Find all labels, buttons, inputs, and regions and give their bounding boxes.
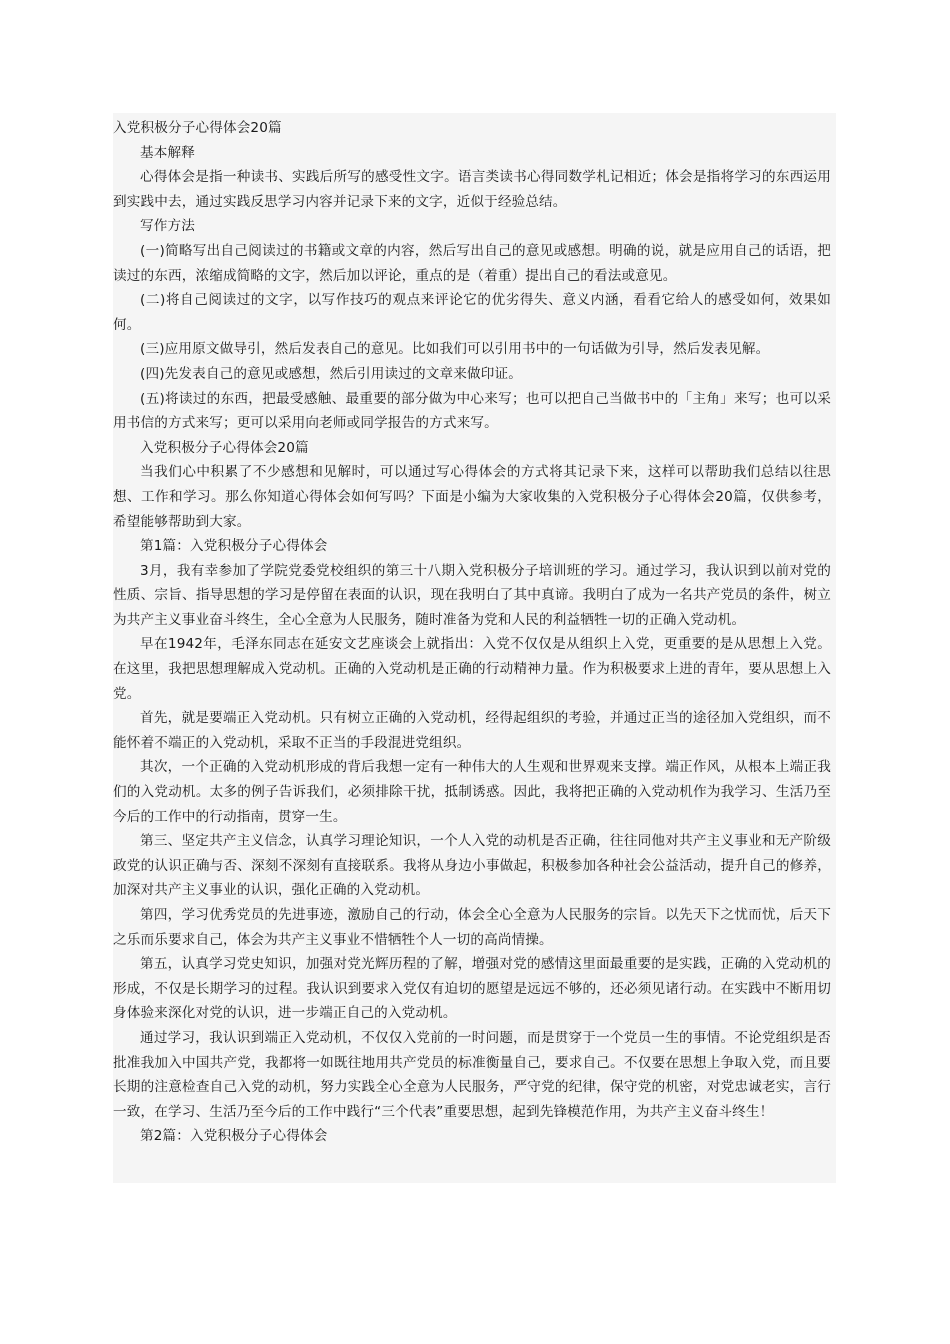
section-heading-basic-explanation: 基本解释 bbox=[140, 144, 195, 161]
section-heading-writing-method: 写作方法 bbox=[140, 218, 195, 235]
paragraph: 心得体会是指一种读书、实践后所写的感受性文字。语言类读书心得同数学札记相近；体会是指将学习的东西运用到实践中去，通过实践反思学习内容并记录下来的文字，近似于经验总结。 bbox=[113, 169, 831, 210]
paragraph: 第五，认真学习党史知识，加强对党光辉历程的了解，增强对党的感情这里面最重要的是实践，正确的入党动机的形成，不仅是长期学习的过程。我认识到要求入党仅有迫切的愿望是远远不够的，还必须见诸行动。在实践中不断用切身体验来深化对党的认识，进一步端正自己的入党动机。 bbox=[113, 956, 831, 1022]
paragraph: 第四，学习优秀党员的先进事迹，激励自己的行动，体会全心全意为人民服务的宗旨。以先天下之忧而忧，后天下之乐而乐要求自己，体会为共产主义事业不惜牺牲个人一切的高尚情操。 bbox=[113, 907, 831, 948]
paragraph: 其次，一个正确的入党动机形成的背后我想一定有一种伟大的人生观和世界观来支撑。端正作风，从根本上端正我们的入党动机。太多的例子告诉我们，必须排除干扰，抵制诱惑。因此，我将把正确的入党动机作为我学习、生活乃至今后的工作中的行动指南，贯穿一生。 bbox=[113, 759, 831, 825]
document-page bbox=[113, 113, 836, 1183]
document-title: 入党积极分子心得体会20篇 bbox=[113, 120, 282, 136]
paragraph: (四)先发表自己的意见或感想，然后引用读过的文章来做印证。 bbox=[140, 365, 522, 382]
paragraph: 3月，我有幸参加了学院党委党校组织的第三十八期入党积极分子培训班的学习。通过学习，我认识到以前对党的性质、宗旨、指导思想的学习是停留在表面的认识，现在我明白了其中真谛。我明白了成为一名共产党员的条件，树立为共产主义事业奋斗终生，全心全意为人民服务，随时准备为党和人民的利益牺牲一切的正确入党动机。 bbox=[113, 562, 831, 628]
paragraph: 首先，就是要端正入党动机。只有树立正确的入党动机，经得起组织的考验，并通过正当的途径加入党组织，而不能怀着不端正的入党动机，采取不正当的手段混进党组织。 bbox=[113, 710, 831, 751]
section-heading: 入党积极分子心得体会20篇 bbox=[140, 439, 309, 456]
paragraph: 通过学习，我认识到端正入党动机，不仅仅入党前的一时问题，而是贯穿于一个党员一生的事情。不论党组织是否批准我加入中国共产党，我都将一如既往地用共产党员的标准衡量自己，要求自己。不仅要在思想上争取入党，而且要长期的注意检查自己入党的动机，努力实践全心全意为人民服务，严守党的纪律，保守党的机密，对党忠诚老实，言行一致，在学习、生活乃至今后的工作中践行“三个代表”重要思想，起到先锋模范作用，为共产主义奋斗终生！ bbox=[113, 1029, 831, 1120]
paragraph: (三)应用原文做导引，然后发表自己的意见。比如我们可以引用书中的一句话做为引导，然后发表见解。 bbox=[140, 341, 770, 358]
document-body bbox=[113, 116, 831, 1149]
paragraph: (五)将读过的东西，把最受感触、最重要的部分做为中心来写；也可以把自己当做书中的「主角」来写；也可以采用书信的方式来写；更可以采用向老师或同学报告的方式来写。 bbox=[113, 390, 831, 432]
paragraph: 第三、坚定共产主义信念，认真学习理论知识，一个人入党的动机是否正确，往往同他对共产主义事业和无产阶级政党的认识正确与否、深刻不深刻有直接联系。我将从身边小事做起，积极参加各种社会公益活动，提升自己的修养，加深对共产主义事业的认识，强化正确的入党动机。 bbox=[113, 833, 831, 899]
article-heading-2: 第2篇：入党积极分子心得体会 bbox=[140, 1128, 328, 1145]
paragraph: (一)简略写出自己阅读过的书籍或文章的内容，然后写出自己的意见或感想。明确的说，就是应用自己的话语，把读过的东西，浓缩成简略的文字，然后加以评论，重点的是（着重）提出自己的看法或意见。 bbox=[113, 242, 831, 284]
paragraph: 当我们心中积累了不少感想和见解时，可以通过写心得体会的方式将其记录下来，这样可以帮助我们总结以往思想、工作和学习。那么你知道心得体会如何写吗？下面是小编为大家收集的入党积极分子心得体会20篇，仅供参考，希望能够帮助到大家。 bbox=[113, 464, 831, 530]
article-heading-1: 第1篇：入党积极分子心得体会 bbox=[140, 538, 328, 555]
paragraph: 早在1942年，毛泽东同志在延安文艺座谈会上就指出：入党不仅仅是从组织上入党，更重要的是从思想上入党。在这里，我把思想理解成入党动机。正确的入党动机是正确的行动精神力量。作为积极要求上进的青年，要从思想上入党。 bbox=[113, 636, 831, 702]
paragraph: (二)将自己阅读过的文字，以写作技巧的观点来评论它的优劣得失、意义内涵，看看它给人的感受如何，效果如何。 bbox=[113, 292, 831, 333]
